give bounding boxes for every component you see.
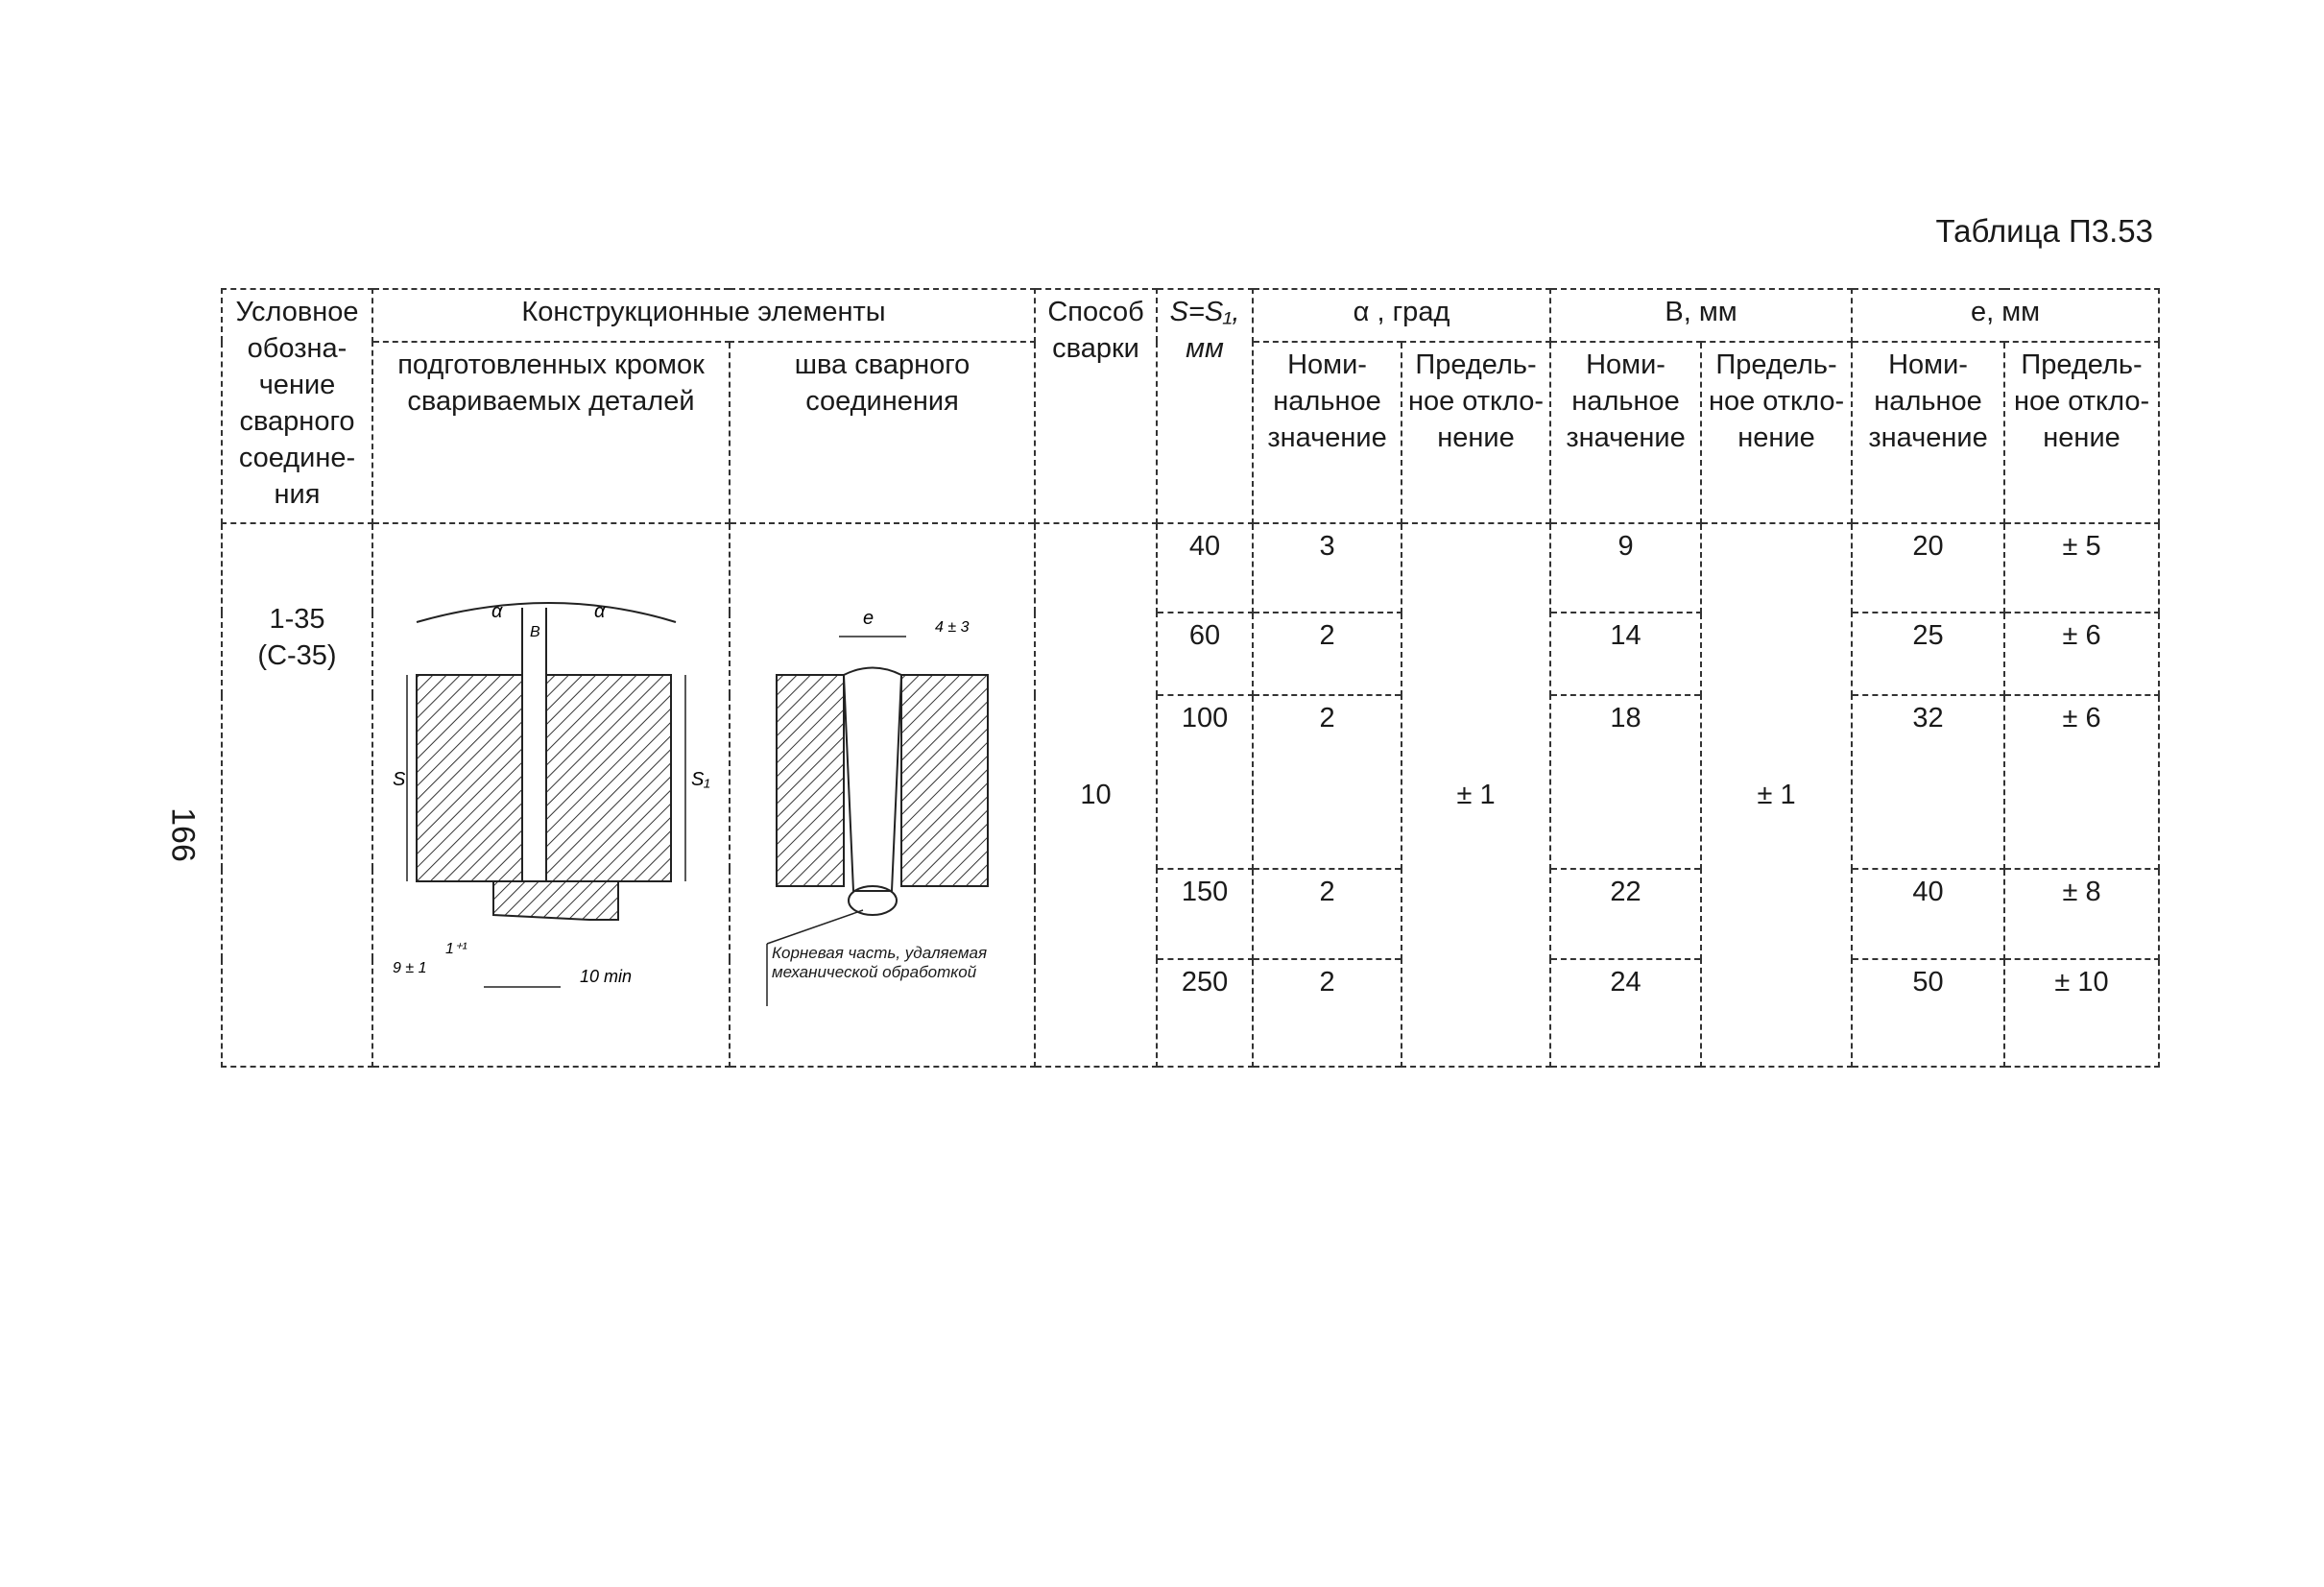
designation-cell xyxy=(222,523,372,1068)
e-deviation-cell: ± 10 xyxy=(2004,959,2159,1067)
gap-label: 1⁺¹ xyxy=(445,940,467,957)
min-label: 10 min xyxy=(580,966,633,986)
weld-table xyxy=(221,288,2158,1068)
s1-label: S₁ xyxy=(691,768,710,790)
b-label: B xyxy=(530,623,540,640)
e-deviation-cell: ± 6 xyxy=(2004,695,2159,869)
header-alpha: α , град xyxy=(1253,289,1550,342)
header-e-deviation: Предель-ное откло-нение xyxy=(2004,342,2159,522)
header-e: e, мм xyxy=(1852,289,2159,342)
header-thickness: S=S₁, мм xyxy=(1157,289,1253,523)
s-label: S xyxy=(393,768,406,790)
b-nominal-cell: 14 xyxy=(1550,613,1701,695)
designation-standard: (С-35) xyxy=(257,639,337,671)
header-b-nominal: Номи-нальное значение xyxy=(1550,342,1701,522)
b-deviation-cell: ± 1 xyxy=(1701,523,1852,1068)
header-weld-seam: шва сварного соединения xyxy=(730,342,1035,522)
alpha-nominal-cell: 2 xyxy=(1253,959,1402,1067)
welding-method-cell: 10 xyxy=(1035,523,1157,1068)
e-deviation-cell: ± 8 xyxy=(2004,869,2159,959)
weld-seam-diagram xyxy=(738,584,1026,1006)
weld-seam-drawing xyxy=(730,523,1035,1068)
b-nominal-cell: 22 xyxy=(1550,869,1701,959)
header-alpha-deviation: Предель-ное откло-нение xyxy=(1402,342,1550,522)
e-nominal-cell: 40 xyxy=(1852,869,2004,959)
e-deviation-cell: ± 6 xyxy=(2004,613,2159,695)
table-caption: Таблица П3.53 xyxy=(1935,213,2153,249)
alpha-nominal-cell: 2 xyxy=(1253,613,1402,695)
thickness-cell: 60 xyxy=(1157,613,1253,695)
header-e-nominal: Номи-нальное значение xyxy=(1852,342,2004,522)
root-label: 9 ± 1 xyxy=(393,959,427,976)
thickness-cell: 100 xyxy=(1157,695,1253,869)
alpha-left-label: α xyxy=(491,600,503,622)
alpha-nominal-cell: 3 xyxy=(1253,523,1402,613)
e-nominal-cell: 20 xyxy=(1852,523,2004,613)
page-number: 166 xyxy=(164,807,202,862)
e-nominal-cell: 25 xyxy=(1852,613,2004,695)
header-alpha-nominal: Номи-нальное значение xyxy=(1253,342,1402,522)
header-prepared-edges: подготовленных кромок свариваемых деталей xyxy=(372,342,730,522)
alpha-nominal-cell: 2 xyxy=(1253,869,1402,959)
header-b: B, мм xyxy=(1550,289,1852,342)
b-nominal-cell: 9 xyxy=(1550,523,1701,613)
e-nominal-cell: 50 xyxy=(1852,959,2004,1067)
b-nominal-cell: 18 xyxy=(1550,695,1701,869)
alpha-right-label: α xyxy=(594,600,606,622)
header-b-deviation: Предель-ное откло-нение xyxy=(1701,342,1852,522)
alpha-deviation-cell: ± 1 xyxy=(1402,523,1550,1068)
alpha-nominal-cell: 2 xyxy=(1253,695,1402,869)
e-deviation-cell: ± 5 xyxy=(2004,523,2159,613)
edge-preparation-diagram xyxy=(388,584,714,1006)
note-label: Корневая часть, удаляемая механической обработкой xyxy=(772,943,988,981)
thickness-cell: 150 xyxy=(1157,869,1253,959)
thickness-cell: 250 xyxy=(1157,959,1253,1067)
prepared-edges-drawing xyxy=(372,523,730,1068)
designation-code: 1-35 xyxy=(269,603,325,635)
b-nominal-cell: 24 xyxy=(1550,959,1701,1067)
header-welding-method: Способ сварки xyxy=(1035,289,1157,523)
reinforce-label: 4 ± 3 xyxy=(935,618,970,636)
header-designation: Условное обозна-чение сварного соедине-ния xyxy=(222,289,372,523)
thickness-cell: 40 xyxy=(1157,523,1253,613)
e-nominal-cell: 32 xyxy=(1852,695,2004,869)
e-label: e xyxy=(863,607,874,629)
header-structural-elements: Конструкционные элементы xyxy=(372,289,1035,342)
